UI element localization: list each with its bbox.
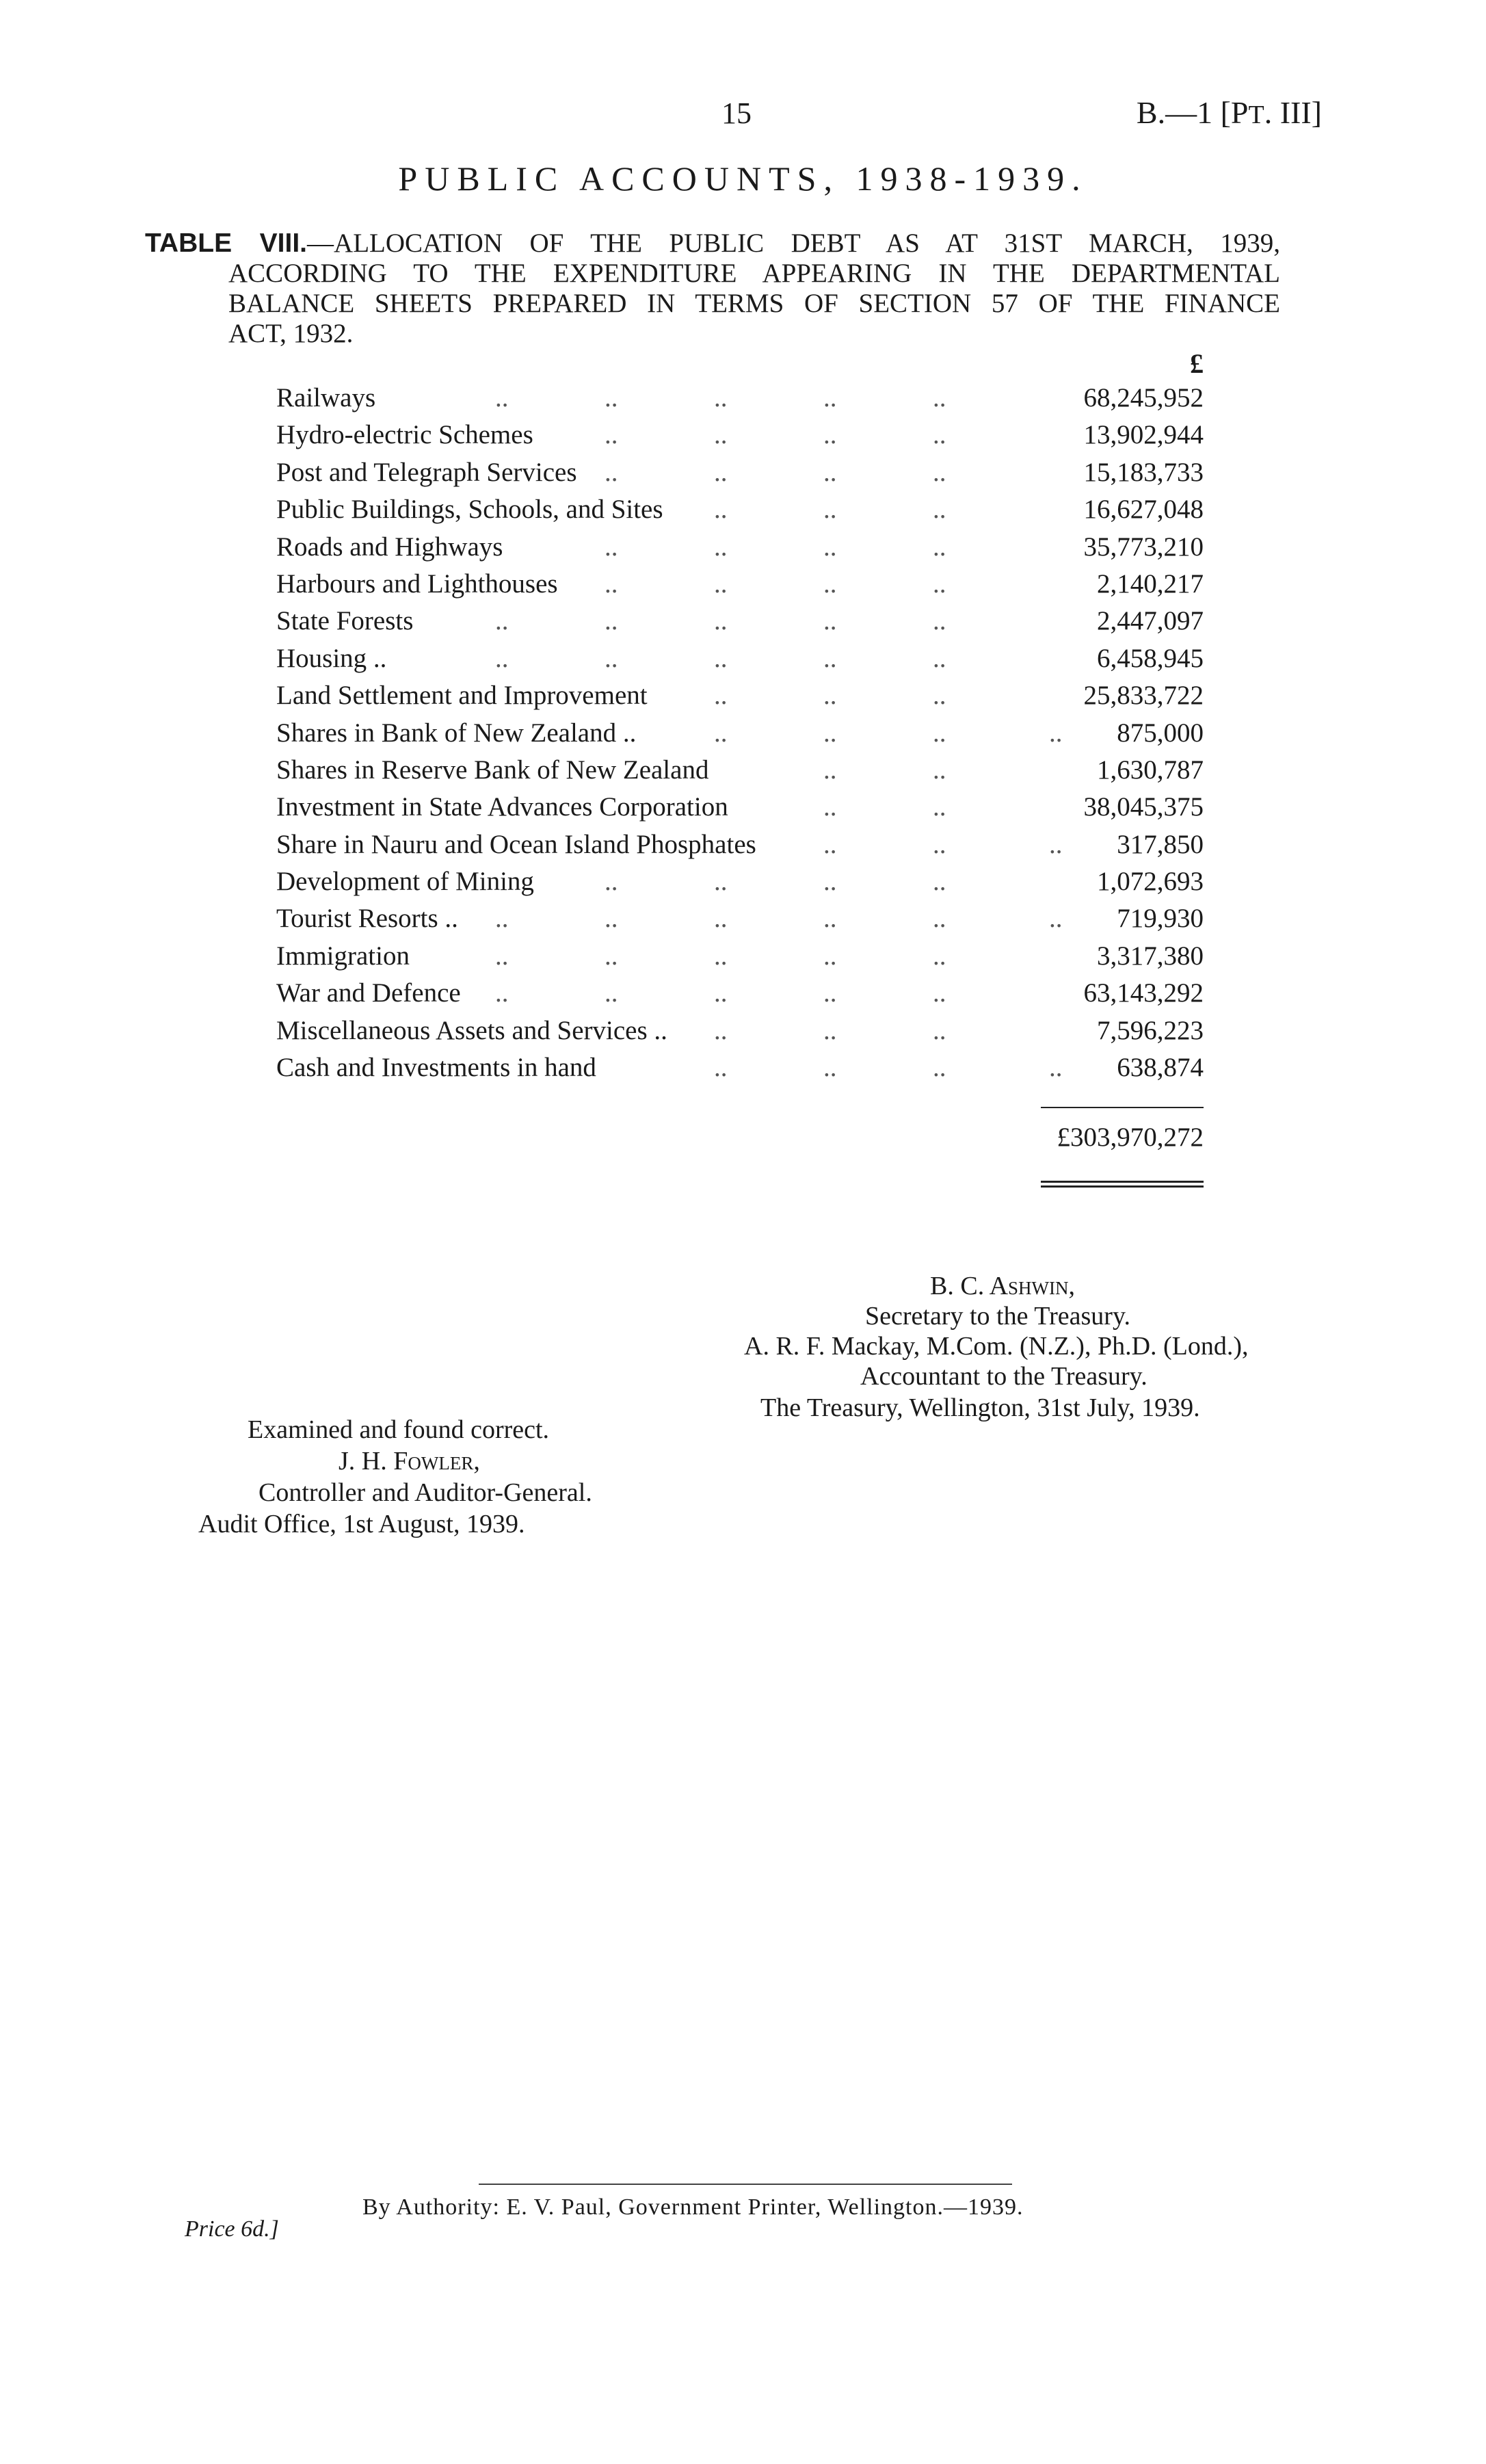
treasury-title-1: Secretary to the Treasury. xyxy=(865,1302,1130,1331)
row-label: Cash and Investments in hand xyxy=(276,1053,596,1083)
table-row xyxy=(276,603,1204,640)
leader-dot: .. xyxy=(1049,1053,1063,1083)
leader-dot: .. xyxy=(605,606,618,636)
leader-dot: .. xyxy=(605,532,618,562)
table-row xyxy=(276,491,1204,528)
leader-dot: .. xyxy=(714,681,728,711)
leader-dot: .. xyxy=(933,755,946,785)
leader-dot: .. xyxy=(495,643,509,673)
document-reference xyxy=(1137,94,1322,131)
table-row xyxy=(276,1012,1204,1049)
row-label: Share in Nauru and Ocean Island Phosphates xyxy=(276,829,756,859)
row-label: State Forests xyxy=(276,606,414,636)
row-label: Post and Telegraph Services xyxy=(276,457,577,487)
table-row xyxy=(276,380,1204,417)
treasury-title-2: Accountant to the Treasury. xyxy=(860,1362,1147,1391)
table-row xyxy=(276,975,1204,1012)
leader-dot: .. xyxy=(933,867,946,897)
row-label: Railways xyxy=(276,383,376,412)
row-label: Shares in Reserve Bank of New Zealand xyxy=(276,755,709,785)
leader-dot: .. xyxy=(933,532,946,562)
leader-dot: .. xyxy=(495,383,509,412)
price-note: Price 6d.] xyxy=(185,2216,279,2242)
table-row xyxy=(276,900,1204,937)
row-amount: 1,072,693 xyxy=(1097,867,1204,897)
leader-dot: .. xyxy=(1049,718,1063,748)
debt-allocation-table xyxy=(276,380,1204,1086)
row-amount: 2,447,097 xyxy=(1097,606,1204,636)
leader-dot: .. xyxy=(823,681,837,711)
row-label: Roads and Highways xyxy=(276,532,503,562)
audit-name: J. H. Fowler, xyxy=(339,1447,480,1476)
table-caption xyxy=(145,228,1280,349)
leader-dot: .. xyxy=(605,867,618,897)
row-label: Land Settlement and Improvement xyxy=(276,681,648,711)
leader-dot: .. xyxy=(714,568,728,599)
leader-dot: .. xyxy=(605,643,618,673)
leader-dot: .. xyxy=(933,829,946,859)
leader-dot: .. xyxy=(933,568,946,599)
row-label: Miscellaneous Assets and Services .. xyxy=(276,1015,667,1045)
leader-dot: .. xyxy=(933,681,946,711)
leader-dot: .. xyxy=(714,978,728,1008)
leader-dot: .. xyxy=(714,532,728,562)
row-amount: 68,245,952 xyxy=(1083,383,1204,412)
leader-dot: .. xyxy=(714,643,728,673)
leader-dot: .. xyxy=(933,978,946,1008)
audit-title: Controller and Auditor-General. xyxy=(258,1478,592,1507)
leader-dot: .. xyxy=(714,1015,728,1045)
leader-dot: .. xyxy=(823,383,837,412)
leader-dot: .. xyxy=(933,1015,946,1045)
leader-dot: .. xyxy=(714,941,728,971)
row-amount: 638,874 xyxy=(1117,1053,1204,1083)
table-row xyxy=(276,677,1204,714)
row-label: Harbours and Lighthouses xyxy=(276,568,558,599)
table-row xyxy=(276,640,1204,677)
leader-dot: .. xyxy=(933,643,946,673)
page-number: 15 xyxy=(721,96,752,130)
row-label: Housing .. xyxy=(276,643,387,673)
leader-dot: .. xyxy=(933,718,946,748)
table-row xyxy=(276,417,1204,454)
row-amount: 35,773,210 xyxy=(1083,532,1204,562)
row-amount: 25,833,722 xyxy=(1083,681,1204,711)
printer-imprint: By Authority: E. V. Paul, Government Printer, Wellington.—1939. xyxy=(362,2194,1024,2220)
leader-dot: .. xyxy=(823,1053,837,1083)
leader-dot: .. xyxy=(823,495,837,525)
table-row xyxy=(276,752,1204,789)
leader-dot: .. xyxy=(495,978,509,1008)
leader-dot: .. xyxy=(605,978,618,1008)
caption-line-2: ACCORDING TO THE EXPENDITURE APPEARING IN THE DEPARTMENTAL xyxy=(228,259,1280,288)
leader-dot: .. xyxy=(823,606,837,636)
leader-dot: .. xyxy=(933,457,946,487)
document-ref-main: B.—1 [P xyxy=(1136,95,1249,130)
leader-dot: .. xyxy=(933,904,946,934)
row-amount: 16,627,048 xyxy=(1083,495,1204,525)
footer-rule xyxy=(479,2184,1012,2185)
row-amount: 3,317,380 xyxy=(1097,941,1204,971)
total-double-rule-1 xyxy=(1041,1181,1204,1183)
row-label: Hydro-electric Schemes xyxy=(276,420,533,450)
row-amount: 875,000 xyxy=(1117,718,1204,748)
leader-dot: .. xyxy=(605,941,618,971)
page-title: PUBLIC ACCOUNTS, 1938-1939. xyxy=(398,159,1088,198)
table-row xyxy=(276,1049,1204,1086)
leader-dot: .. xyxy=(714,1053,728,1083)
treasury-name-2: A. R. F. Mackay, M.Com. (N.Z.), Ph.D. (Lond.), xyxy=(744,1332,1249,1361)
table-row xyxy=(276,454,1204,491)
row-label: Public Buildings, Schools, and Sites xyxy=(276,495,663,525)
leader-dot: .. xyxy=(714,383,728,412)
table-total: £303,970,272 xyxy=(1057,1123,1204,1152)
treasury-place-date: The Treasury, Wellington, 31st July, 1939. xyxy=(760,1393,1200,1422)
leader-dot: .. xyxy=(823,420,837,450)
leader-dot: .. xyxy=(823,978,837,1008)
document-ref-small: T xyxy=(1248,101,1264,129)
row-amount: 1,630,787 xyxy=(1097,755,1204,785)
leader-dot: .. xyxy=(714,718,728,748)
row-amount: 6,458,945 xyxy=(1097,643,1204,673)
row-amount: 719,930 xyxy=(1117,904,1204,934)
leader-dot: .. xyxy=(823,1015,837,1045)
row-amount: 38,045,375 xyxy=(1083,792,1204,822)
document-ref-end: . III] xyxy=(1264,95,1322,130)
leader-dot: .. xyxy=(714,420,728,450)
audit-statement: Examined and found correct. xyxy=(248,1415,550,1444)
caption-line-1-text: —ALLOCATION OF THE PUBLIC DEBT AS AT 31ST MARCH, 1939, xyxy=(307,228,1280,258)
row-label: Development of Mining xyxy=(276,867,534,897)
total-double-rule-2 xyxy=(1041,1185,1204,1188)
caption-line-3: BALANCE SHEETS PREPARED IN TERMS OF SECTION 57 OF THE FINANCE xyxy=(228,289,1280,318)
leader-dot: .. xyxy=(933,383,946,412)
leader-dot: .. xyxy=(605,904,618,934)
leader-dot: .. xyxy=(605,383,618,412)
audit-place-date: Audit Office, 1st August, 1939. xyxy=(198,1510,525,1538)
leader-dot: .. xyxy=(823,867,837,897)
leader-dot: .. xyxy=(1049,904,1063,934)
table-row xyxy=(276,529,1204,566)
leader-dot: .. xyxy=(823,829,837,859)
leader-dot: .. xyxy=(714,904,728,934)
leader-dot: .. xyxy=(933,420,946,450)
table-row xyxy=(276,863,1204,900)
leader-dot: .. xyxy=(933,941,946,971)
row-label: Shares in Bank of New Zealand .. xyxy=(276,718,637,748)
row-label: Immigration xyxy=(276,941,410,971)
total-rule-top xyxy=(1041,1107,1204,1108)
caption-lead: TABLE VIII. xyxy=(145,228,308,258)
leader-dot: .. xyxy=(823,941,837,971)
leader-dot: .. xyxy=(823,792,837,822)
leader-dot: .. xyxy=(605,420,618,450)
currency-heading: £ xyxy=(1190,348,1204,379)
table-row xyxy=(276,715,1204,752)
leader-dot: .. xyxy=(933,1053,946,1083)
leader-dot: .. xyxy=(823,532,837,562)
leader-dot: .. xyxy=(1049,829,1063,859)
leader-dot: .. xyxy=(933,792,946,822)
leader-dot: .. xyxy=(714,495,728,525)
leader-dot: .. xyxy=(714,606,728,636)
row-label: Tourist Resorts .. xyxy=(276,904,458,934)
leader-dot: .. xyxy=(823,904,837,934)
row-amount: 13,902,944 xyxy=(1083,420,1204,450)
treasury-name-1: B. C. Ashwin, xyxy=(930,1272,1076,1300)
table-row xyxy=(276,826,1204,863)
leader-dot: .. xyxy=(495,606,509,636)
table-row xyxy=(276,938,1204,975)
leader-dot: .. xyxy=(823,755,837,785)
row-amount: 15,183,733 xyxy=(1083,457,1204,487)
leader-dot: .. xyxy=(495,904,509,934)
caption-line-4: ACT, 1932. xyxy=(228,319,354,348)
row-amount: 63,143,292 xyxy=(1083,978,1204,1008)
row-amount: 7,596,223 xyxy=(1097,1015,1204,1045)
row-label: War and Defence xyxy=(276,978,461,1008)
leader-dot: .. xyxy=(823,643,837,673)
row-label: Investment in State Advances Corporation xyxy=(276,792,728,822)
leader-dot: .. xyxy=(823,568,837,599)
leader-dot: .. xyxy=(714,867,728,897)
leader-dot: .. xyxy=(933,495,946,525)
caption-line-1 xyxy=(145,228,1280,259)
leader-dot: .. xyxy=(495,941,509,971)
table-row xyxy=(276,566,1204,603)
leader-dot: .. xyxy=(823,457,837,487)
row-amount: 2,140,217 xyxy=(1097,568,1204,599)
leader-dot: .. xyxy=(823,718,837,748)
leader-dot: .. xyxy=(605,457,618,487)
table-row xyxy=(276,789,1204,826)
leader-dot: .. xyxy=(714,457,728,487)
leader-dot: .. xyxy=(605,568,618,599)
row-amount: 317,850 xyxy=(1117,829,1204,859)
leader-dot: .. xyxy=(933,606,946,636)
